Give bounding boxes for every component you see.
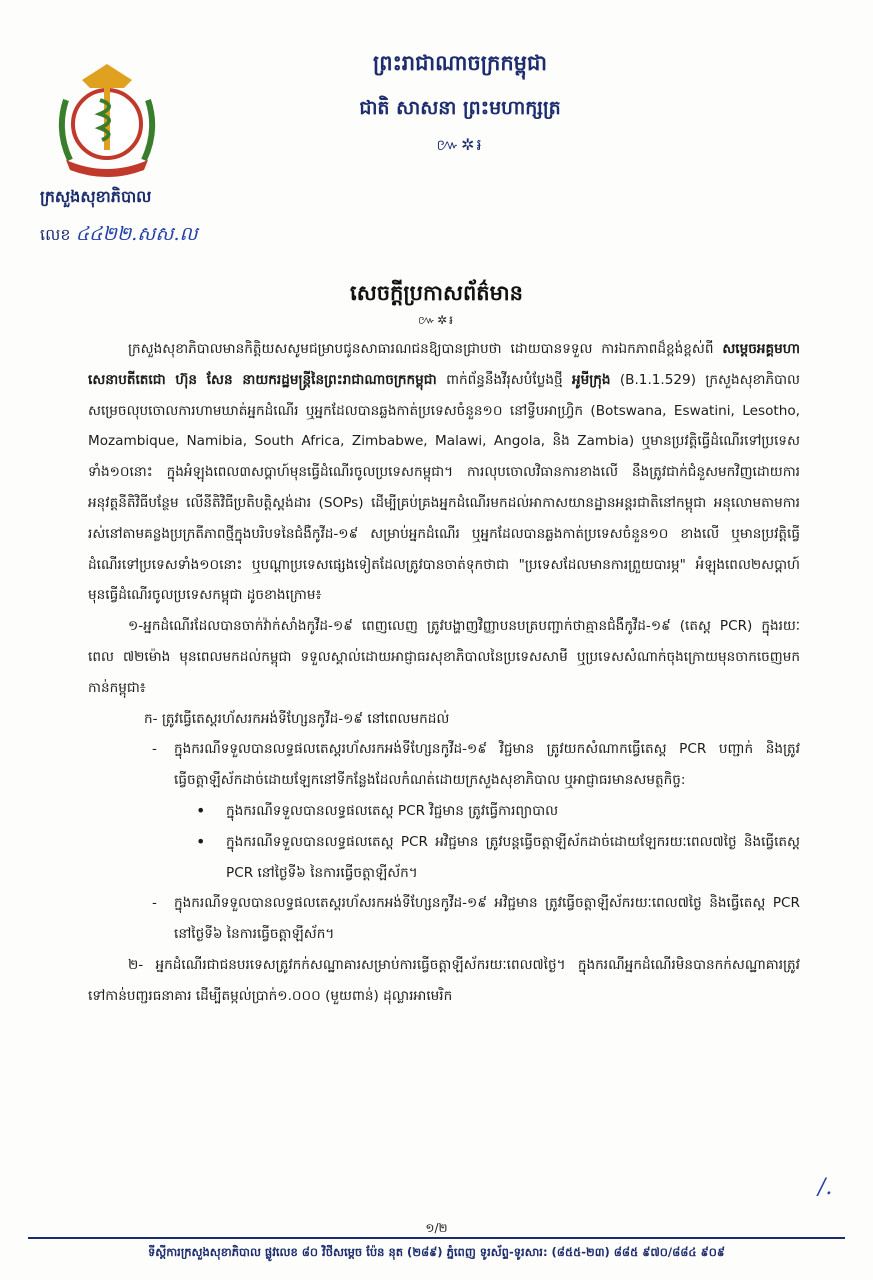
kingdom-title: ព្រះរាជាណាចក្រកម្ពុជា <box>372 51 547 75</box>
reference-value: ៤៤២២.សស.ល <box>75 223 198 245</box>
dash-marker: - <box>152 895 157 912</box>
prime-minister-title: សម្ដេចអគ្គមហាសេនាបតីតេជោ ហ៊ុន សែន នាយករដ្ឋមន្ត្រីនៃព្រះរាជាណាចក្រកម្ពុជា <box>88 341 800 388</box>
intro-text-2: ពាក់ព័ន្ធនឹងវីរុសបំប្លែងថ្មី <box>436 371 572 388</box>
bullet-item-2-text: ក្នុងករណីទទួលបានលទ្ធផលតេស្ត PCR អវិជ្ជមាន ត្រូវបន្តធ្វើចត្តាឡីស័កដាច់ដោយឡែករយៈពេល៧ថ្ងៃ និងធ្វើតេស្ត PCR នៅថ្ងៃទី៦ នៃការធ្វើចត្តាឡីស័ក។ <box>226 833 800 881</box>
header-ornament: ៚✲៛ <box>436 135 484 154</box>
bullet-item-2 <box>88 827 800 889</box>
intro-paragraph <box>88 334 800 611</box>
bullet-marker: • <box>196 800 206 820</box>
reference-number <box>40 222 198 250</box>
footer-divider <box>28 1237 845 1239</box>
item-1-paragraph: ១-អ្នកដំណើរដែលបានចាក់វ៉ាក់សាំងកូវីដ-១៩ ពេញលេញ ត្រូវបង្ហាញវិញ្ញាបនបត្របញ្ជាក់ថាគ្មានជំងឺកូវីដ-១៩ (តេស្ត PCR) ក្នុងរយៈពេល ៧២ម៉ោង មុនពេលមកដល់កម្ពុជា ទទួលស្គាល់ដោយអាជ្ញាធរសុខាភិបាលនៃប្រទេសសាមី ឬប្រទេសសំណាក់ចុងក្រោយមុនចាកចេញមកកាន់កម្ពុជា៖ <box>88 618 800 696</box>
document-title: សេចក្ដីប្រកាសព័ត៌មាន <box>350 281 523 305</box>
item-2-paragraph: ២- អ្នកដំណើរជាជនបរទេសត្រូវកក់សណ្ឋាគារសម្រាប់ការធ្វើចត្តាឡីស័ករយៈពេល៧ថ្ងៃ។ ក្នុងករណីអ្នកដំណើរមិនបានកក់សណ្ឋាគារត្រូវទៅកាន់បញ្ជរធនាគារ ដើម្បីតម្កល់ប្រាក់១.០០០ (មួយពាន់) ដុល្លារអាមេរិក <box>88 956 800 1004</box>
dash-item-2 <box>88 888 800 950</box>
national-motto: ជាតិ សាសនា ព្រះមហាក្សត្រ <box>359 97 561 119</box>
bullet-marker: • <box>196 831 206 851</box>
page-number: ១/២ <box>425 1221 448 1235</box>
dash-item-2-text: ក្នុងករណីទទួលបានលទ្ធផលតេស្តរហ័សរកអង់ទីហ្សែនកូវីដ-១៩ អវិជ្ជមាន ត្រូវធ្វើចត្តាឡីស័ករយៈពេល៧ថ្ងៃ និងធ្វើតេស្ត PCR នៅថ្ងៃទី៦ នៃការធ្វើចត្តាឡីស័ក។ <box>174 895 800 943</box>
intro-text-3: (B.1.1.529) ក្រសួងសុខាភិបាលសម្រេចលុបចោលការហាមឃាត់អ្នកដំណើរ ឬអ្នកដែលបានឆ្លងកាត់ប្រទេសចំនួន១០ នៅទ្វីបអាហ្វ្រិក (Botswana, Eswatini, Lesotho, Mozambique, Namibia, South Africa, Zimbabwe, Malawi, Angola, និង Zambia) ឬមានប្រវត្តិធ្វើដំណើរទៅប្រទេសទាំង១០នោះ ក្នុងអំឡុងពេល៣សប្ដាហ៍មុនធ្វើដំណើរចូលប្រទេសកម្ពុជា។ ការលុបចោលវិធានការខាងលើ នឹងត្រូវជាក់ជំនួសមកវិញដោយការអនុវត្តនីតិវិធីបន្ថែម លើនីតិវិធីប្រតិបត្តិស្តង់ដារ (SOPs) ដើម្បីគ្រប់គ្រងអ្នកដំណើរមកដល់អាកាសយានដ្ឋានអន្តរជាតិនៅកម្ពុជា អនុលោមតាមការរស់នៅតាមគន្លងប្រក្រតីភាពថ្មីក្នុងបរិបទនៃជំងឺកូវីដ-១៩ សម្រាប់អ្នកដំណើរ ឬអ្នកដែលបានឆ្លងកាត់ប្រទេសចំនួន១០ ខាងលើ ឬមានប្រវត្តិធ្វើដំណើរទៅប្រទេសទាំង១០នោះ ឬបណ្ដាប្រទេសផ្សេងទៀតដែលត្រូវបានចាត់ទុកថាជា "ប្រទេសដែលមានការព្រួយបារម្ភ" អំឡុងពេល២សប្ដាហ៍មុនធ្វើដំណើរចូលប្រទេសកម្ពុជា ដូចខាងក្រោម៖ <box>88 371 800 604</box>
reference-label: លេខ <box>40 225 71 244</box>
variant-name: អូមីក្រុង <box>571 371 611 388</box>
ministry-name: ក្រសួងសុខាភិបាល <box>40 187 152 206</box>
title-ornament: ៚✲៛ <box>418 313 455 327</box>
footer-address: ទីស្ដីការក្រសួងសុខាភិបាល ផ្លូវលេខ ៨០ វិថីសម្ដេច ប៉ែន នុត (២៨៩) ភ្នំពេញ ទូរស័ព្ទ-ទូរសារ: (៨៥៥-២៣) ៨៨៥ ៩៧០/៨៨៤ ៩០៩ <box>147 1245 725 1259</box>
bullet-item-1 <box>88 796 800 827</box>
dash-item-1 <box>88 734 800 796</box>
continuation-mark: /. <box>818 1175 833 1200</box>
intro-text-1: ក្រសួងសុខាភិបាលមានកិត្តិយសសូមជម្រាបជូនសាធារណជនឱ្យបានជ្រាបថា ដោយបានទទួល ការឯកភាពដ៏ខ្ពង់ខ្ពស់ពី <box>128 341 723 357</box>
dash-item-1-text: ក្នុងករណីទទួលបានលទ្ធផលតេស្តរហ័សរកអង់ទីហ្សែនកូវីដ-១៩ វិជ្ជមាន ត្រូវយកសំណាកធ្វើតេស្ត PCR បញ្ជាក់ និងត្រូវធ្វើចត្តាឡីស័កដាច់ដោយឡែកនៅទីកន្លែងដែលកំណត់ដោយក្រសួងសុខាភិបាល ឬអាជ្ញាធរមានសមត្ថកិច្ច: <box>174 741 800 789</box>
ministry-emblem-icon <box>52 60 162 178</box>
dash-marker: - <box>152 741 157 758</box>
item-1-sub-a: ក- ត្រូវធ្វើតេស្តរហ័សរកអង់ទីហ្សែនកូវីដ-១៩ នៅពេលមកដល់ <box>144 710 450 727</box>
bullet-item-1-text: ក្នុងករណីទទួលបានលទ្ធផលតេស្ត PCR វិជ្ជមាន ត្រូវធ្វើការព្យាបាល <box>226 802 559 819</box>
document-body <box>88 334 800 1012</box>
